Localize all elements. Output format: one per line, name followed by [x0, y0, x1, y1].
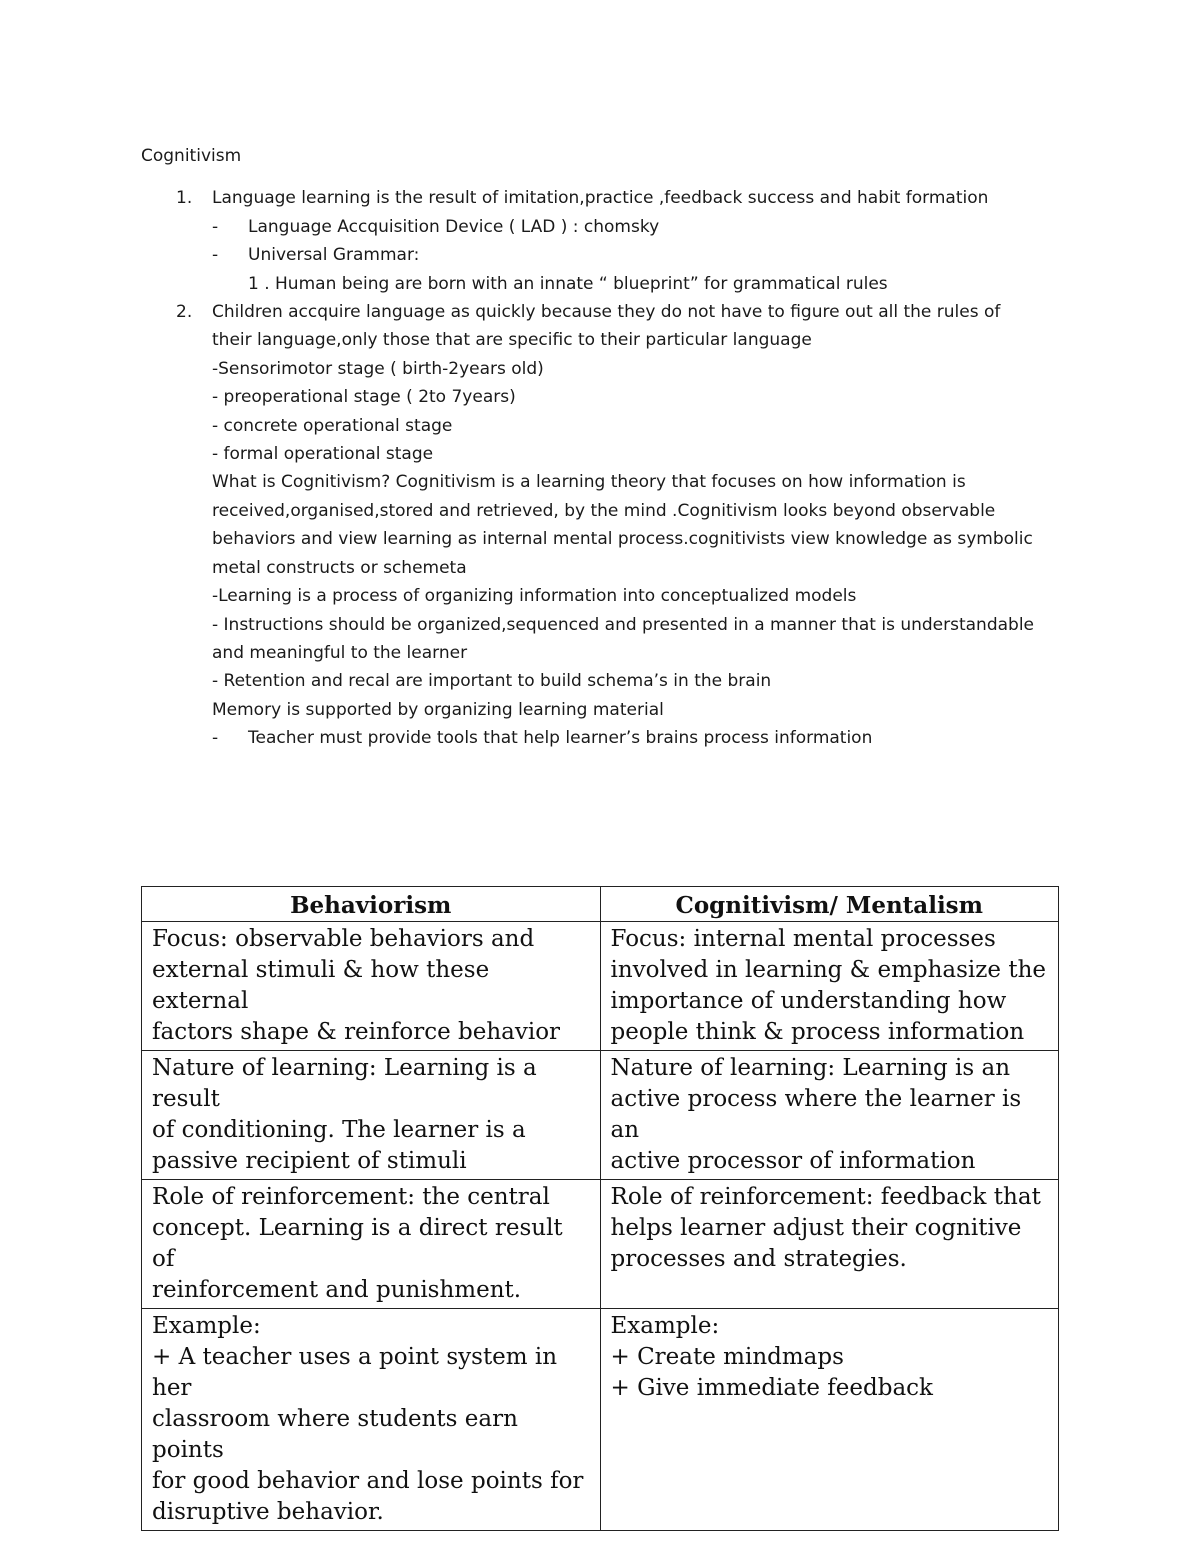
bullet-dash: -	[212, 728, 219, 749]
sub-sub-text: 1 . Human being are born with an innate “ blueprint” for grammatical rules	[248, 273, 888, 294]
comparison-table	[141, 886, 1059, 1531]
list-item-2	[141, 298, 1071, 326]
point-line: - Instructions should be organized,sequenced and presented in a manner that is understandable	[212, 614, 1035, 635]
table-cell: Nature of learning: Learning is a result of conditioning. The learner is a passive recipient of stimuli	[142, 1051, 601, 1180]
table-row	[142, 1309, 1059, 1531]
definition-line: received,organised,stored and retrieved, by the mind .Cognitivism looks beyond observable	[212, 500, 996, 521]
definition-line: behaviors and view learning as internal mental process.cognitivists view knowledge as symbolic	[212, 529, 1033, 550]
table-cell: Role of reinforcement: the central concept. Learning is a direct result of reinforcement and punishment.	[142, 1180, 601, 1309]
list-item-2-cont	[141, 326, 1071, 354]
bullet-text: Teacher must provide tools that help learner’s brains process information	[248, 728, 873, 749]
point-line: and meaningful to the learner	[212, 642, 468, 663]
list-item-text: their language,only those that are specific to their particular language	[212, 330, 812, 351]
table-row	[142, 922, 1059, 1051]
last-bullet	[141, 724, 1071, 752]
bullet-dash: -	[212, 245, 219, 266]
sub-bullet-lad	[141, 213, 1071, 241]
table-header-row	[142, 887, 1059, 922]
stage-line: - concrete operational stage	[212, 415, 453, 436]
list-item-text: Children accquire language as quickly because they do not have to figure out all the rules of	[212, 302, 1001, 323]
point-line: -Learning is a process of organizing information into conceptualized models	[212, 586, 857, 607]
bullet-text: Language Accquisition Device ( LAD ) : chomsky	[248, 216, 660, 237]
stage-line: -Sensorimotor stage ( birth-2years old)	[212, 358, 544, 379]
list-item-1	[141, 184, 1071, 212]
bullet-dash: -	[212, 216, 219, 237]
notes-title: Cognitivism	[141, 146, 242, 166]
stage-line: - preoperational stage ( 2to 7years)	[212, 387, 516, 408]
sub-bullet-ug	[141, 241, 1071, 269]
stage-line: - formal operational stage	[212, 444, 434, 465]
point-line: Memory is supported by organizing learning material	[212, 699, 664, 720]
table-cell: Role of reinforcement: feedback that helps learner adjust their cognitive processes and strategies.	[600, 1180, 1059, 1309]
header-behaviorism: Behaviorism	[142, 887, 601, 922]
point-line: - Retention and recal are important to build schema’s in the brain	[212, 671, 772, 692]
table-row	[142, 1051, 1059, 1180]
definition-line: metal constructs or schemeta	[212, 557, 467, 578]
notes-section	[141, 142, 1071, 753]
list-number: 2.	[176, 302, 193, 323]
table-cell: Focus: observable behaviors and external stimuli & how these external factors shape & reinforce behavior	[142, 922, 601, 1051]
table-cell: Example: + A teacher uses a point system in her classroom where students earn points for good behavior and lose points for disruptive behavior.	[142, 1309, 601, 1531]
definition-line: What is Cognitivism? Cognitivism is a learning theory that focuses on how information is	[212, 472, 966, 493]
sub-sub-item	[141, 270, 1071, 298]
list-item-text: Language learning is the result of imitation,practice ,feedback success and habit formation	[212, 188, 989, 209]
bullet-text: Universal Grammar:	[248, 245, 420, 266]
table-row	[142, 1180, 1059, 1309]
table-cell: Example: + Create mindmaps + Give immediate feedback	[600, 1309, 1059, 1531]
spacer	[141, 170, 1071, 184]
list-number: 1.	[176, 188, 193, 209]
table-cell: Nature of learning: Learning is an active process where the learner is an active processor of information	[600, 1051, 1059, 1180]
table-cell: Focus: internal mental processes involved in learning & emphasize the importance of understanding how people think & process information	[600, 922, 1059, 1051]
header-cognitivism: Cognitivism/ Mentalism	[600, 887, 1059, 922]
